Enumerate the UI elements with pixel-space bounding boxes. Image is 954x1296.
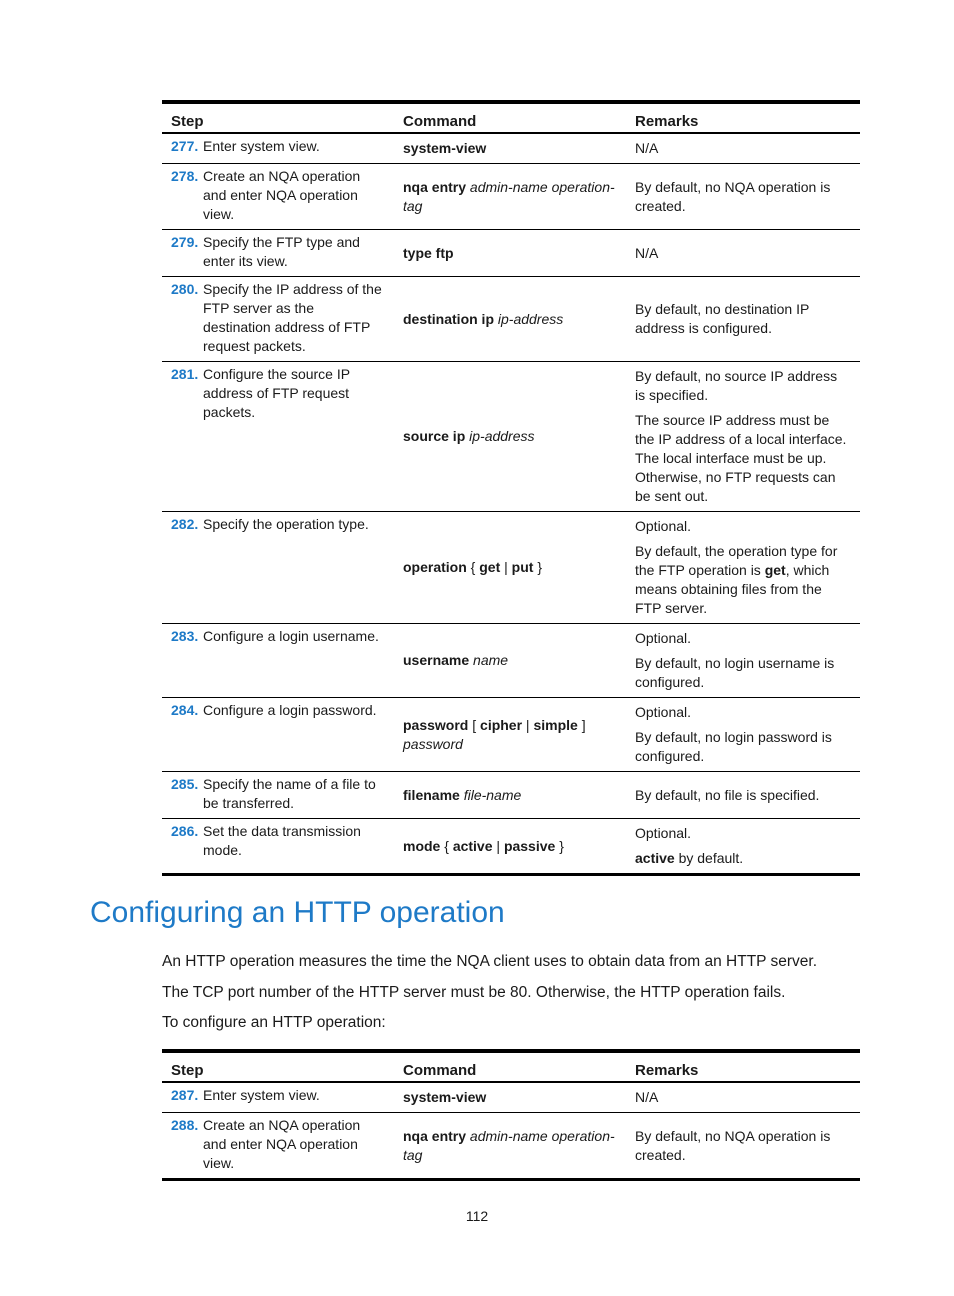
- syntax-text: {: [466, 559, 480, 575]
- header-remarks: Remarks: [635, 112, 699, 130]
- step-number: 284.: [171, 702, 199, 718]
- remarks-cell: [626, 624, 860, 698]
- remark-text: By default, no source IP address is specified.: [635, 368, 838, 403]
- table-row: [162, 230, 860, 277]
- remark-text: Optional.: [635, 518, 692, 534]
- argument: ip-address: [497, 310, 564, 327]
- argument: file-name: [463, 786, 522, 803]
- remark-text: By default, no login password is configured.: [635, 729, 832, 764]
- keyword: type ftp: [403, 244, 454, 261]
- syntax-text: }: [533, 559, 543, 575]
- remarks-cell: [626, 362, 860, 512]
- remark-text: [635, 542, 851, 618]
- step: [171, 280, 385, 356]
- command-cell: [394, 230, 626, 277]
- remarks-cell: [626, 230, 860, 277]
- table-row: [162, 772, 860, 819]
- remarks-cell: [626, 133, 860, 164]
- table-row: [162, 1082, 860, 1113]
- table-header-row: [162, 102, 860, 133]
- syntax-text: by default.: [674, 850, 744, 866]
- step-cell: [162, 277, 394, 362]
- table-row: [162, 133, 860, 164]
- step-cell: [162, 698, 394, 772]
- table-row: [162, 164, 860, 230]
- table-row: [162, 277, 860, 362]
- step: [171, 1116, 385, 1173]
- syntax-text: |: [522, 716, 534, 733]
- syntax-text: }: [555, 837, 564, 854]
- header-command: Command: [403, 1061, 477, 1079]
- command-cell: [394, 512, 626, 624]
- table-row: [162, 624, 860, 698]
- remarks-cell: [626, 1113, 860, 1180]
- syntax-text: |: [500, 559, 512, 575]
- remark-text: By default, no login username is configured.: [635, 655, 835, 690]
- step: [171, 775, 385, 813]
- step-text: Configure a login username.: [203, 628, 379, 644]
- table-row: [162, 362, 860, 512]
- argument: password: [403, 735, 463, 752]
- syntax-text: {: [440, 837, 453, 854]
- intro-paragraph: An HTTP operation measures the time the NQA client uses to obtain data from an HTTP server.: [162, 953, 818, 970]
- step-text: Specify the IP address of the FTP server as the destination address of FTP request packets.: [203, 281, 382, 354]
- header-remarks: Remarks: [635, 1061, 699, 1079]
- syntax-text: By default, the operation type for the FTP operation is: [635, 543, 838, 578]
- remark-text: By default, no destination IP address is configured.: [635, 301, 810, 336]
- step-cell: [162, 133, 394, 164]
- http-config-table: [162, 1049, 860, 1181]
- keyword: active: [452, 837, 493, 854]
- remarks-cell: [626, 164, 860, 230]
- keyword: put: [511, 559, 534, 575]
- syntax-text: ]: [577, 716, 586, 733]
- keyword: nqa entry: [403, 1127, 467, 1144]
- ftp-config-table: [162, 100, 860, 876]
- step-cell: [162, 230, 394, 277]
- step: [171, 365, 385, 422]
- argument: admin-name operation-tag: [403, 1127, 615, 1163]
- remark-text: Optional.: [635, 825, 692, 841]
- step-text: Enter system view.: [203, 1087, 320, 1103]
- syntax-text: |: [492, 837, 504, 854]
- remarks-cell: [626, 1082, 860, 1113]
- keyword: system-view: [403, 1089, 487, 1105]
- keyword: cipher: [480, 716, 523, 733]
- step-number: 277.: [171, 138, 199, 154]
- step-number: 278.: [171, 168, 199, 184]
- keyword: filename: [403, 786, 460, 803]
- step-cell: [162, 1113, 394, 1180]
- step-cell: [162, 1082, 394, 1113]
- syntax-text: [: [468, 716, 481, 733]
- step: [171, 167, 385, 224]
- step-number: 280.: [171, 281, 199, 297]
- header-command: Command: [403, 112, 477, 130]
- command-cell: [394, 362, 626, 512]
- keyword: username: [403, 652, 470, 668]
- keyword: get: [479, 559, 501, 575]
- syntax-text: , which means obtaining files from the FTP server.: [635, 562, 830, 616]
- step-number: 286.: [171, 823, 199, 839]
- step-text: Enter system view.: [203, 138, 320, 154]
- step-number: 287.: [171, 1087, 199, 1103]
- remark-text: Optional.: [635, 630, 692, 646]
- keyword: simple: [533, 716, 578, 733]
- table-row: [162, 1113, 860, 1180]
- step-cell: [162, 819, 394, 875]
- procedure-intro: To configure an HTTP operation:: [162, 1014, 386, 1031]
- step-number: 281.: [171, 366, 199, 382]
- step-cell: [162, 512, 394, 624]
- command-cell: [394, 164, 626, 230]
- keyword: password: [403, 716, 469, 733]
- step-number: 279.: [171, 234, 199, 250]
- remarks-cell: [626, 277, 860, 362]
- remarks-cell: [626, 698, 860, 772]
- step-text: Create an NQA operation and enter NQA operation view.: [203, 1117, 361, 1171]
- section-heading: Configuring an HTTP operation: [90, 896, 505, 929]
- keyword: system-view: [403, 140, 487, 156]
- step-text: Configure a login password.: [203, 702, 377, 718]
- keyword: destination ip: [403, 310, 494, 327]
- command-cell: [394, 1113, 626, 1180]
- keyword: mode: [403, 837, 441, 854]
- step-number: 283.: [171, 628, 199, 644]
- step: [171, 701, 385, 720]
- step-cell: [162, 624, 394, 698]
- step-text: Specify the FTP type and enter its view.: [203, 234, 360, 269]
- keyword: get: [764, 562, 786, 578]
- remark-text: By default, no NQA operation is created.: [635, 1127, 831, 1163]
- step-text: Create an NQA operation and enter NQA operation view.: [203, 168, 361, 222]
- remark-text: The source IP address must be the IP address of a local interface. The local interface must be up. Otherwise, no FTP requests can be sent out.: [635, 412, 847, 504]
- argument: name: [473, 652, 509, 668]
- step: [171, 233, 385, 271]
- header-step: Step: [171, 112, 204, 130]
- step-text: Set the data transmission mode.: [203, 823, 361, 858]
- keyword: nqa entry: [403, 178, 467, 195]
- remarks-cell: [626, 512, 860, 624]
- port-note-paragraph: The TCP port number of the HTTP server must be 80. Otherwise, the HTTP operation fails.: [162, 984, 786, 1001]
- remark-text: N/A: [635, 140, 659, 156]
- step-text: Configure the source IP address of FTP request packets.: [203, 366, 350, 420]
- keyword: passive: [503, 837, 556, 854]
- step-number: 282.: [171, 516, 199, 532]
- remark-text: [635, 849, 851, 868]
- step: [171, 822, 385, 860]
- remarks-cell: [626, 819, 860, 875]
- step-cell: [162, 362, 394, 512]
- command-cell: [394, 624, 626, 698]
- table-header-row: [162, 1051, 860, 1082]
- command-cell: [394, 133, 626, 164]
- table-row: [162, 819, 860, 875]
- step: [171, 627, 385, 646]
- argument: ip-address: [469, 428, 535, 444]
- step: [171, 515, 385, 534]
- keyword: source ip: [403, 428, 466, 444]
- step-number: 288.: [171, 1117, 199, 1133]
- step-cell: [162, 772, 394, 819]
- command-cell: [394, 819, 626, 875]
- remark-text: Optional.: [635, 704, 692, 720]
- step-text: Specify the operation type.: [203, 516, 369, 532]
- command-cell: [394, 277, 626, 362]
- step: [171, 1086, 385, 1105]
- remark-text: By default, no NQA operation is created.: [635, 178, 831, 214]
- table-row: [162, 698, 860, 772]
- remarks-cell: [626, 772, 860, 819]
- remark-text: N/A: [635, 244, 659, 261]
- step-text: Specify the name of a file to be transferred.: [203, 776, 376, 811]
- step-cell: [162, 164, 394, 230]
- remark-text: By default, no file is specified.: [635, 786, 820, 803]
- remark-text: N/A: [635, 1089, 659, 1105]
- command-cell: [394, 698, 626, 772]
- table-row: [162, 512, 860, 624]
- keyword: active: [635, 850, 675, 866]
- page-number: 112: [465, 1208, 489, 1224]
- header-step: Step: [171, 1061, 204, 1079]
- keyword: operation: [403, 559, 467, 575]
- command-cell: [394, 772, 626, 819]
- argument: admin-name operation-tag: [403, 178, 615, 214]
- step-number: 285.: [171, 776, 199, 792]
- step: [171, 137, 385, 156]
- command-cell: [394, 1082, 626, 1113]
